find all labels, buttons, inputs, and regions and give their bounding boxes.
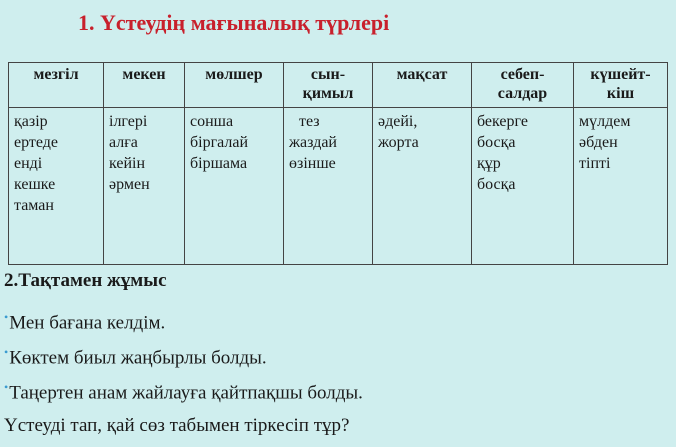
cell-word: мүлдем: [579, 113, 631, 130]
adverb-types-table: [8, 62, 668, 265]
table-row: [9, 108, 668, 265]
sentence-text: Таңертен анам жайлауға қайтпақшы болды.: [9, 382, 363, 404]
sentence-text: Мен бағана келдім.: [9, 312, 166, 334]
cell-word: сонша: [190, 113, 234, 130]
header-line: мөлшер: [205, 66, 263, 83]
header-line: кіш: [606, 85, 635, 102]
column-header: [284, 63, 373, 108]
cell-word: ертеде: [14, 134, 59, 151]
cell-word: жаздай: [289, 134, 337, 151]
cell-word: енді: [14, 155, 43, 172]
section-title: 2.Тақтамен жұмыс: [4, 270, 167, 291]
exercise-sentence: [4, 380, 363, 404]
column-header: [574, 63, 668, 108]
column-header: [472, 63, 574, 108]
sentence-text: Үстеуді тап, қай сөз табымен тіркесіп тұр?: [4, 415, 350, 436]
table-header-row: [9, 63, 668, 108]
header-line: мезгіл: [33, 66, 79, 83]
cell-word: кешке: [14, 176, 56, 193]
cell-word: босқа: [477, 176, 516, 193]
column-header: [9, 63, 104, 108]
cell-word: құр: [477, 155, 501, 172]
header-line: салдар: [497, 85, 548, 102]
cell-word: біршама: [190, 155, 248, 172]
header-line: қимыл: [302, 85, 354, 102]
question-sentence: [4, 415, 349, 437]
column-header: [104, 63, 185, 108]
cell-word: ілгері: [109, 113, 148, 130]
column-header: [373, 63, 472, 108]
sentence-text: Көктем биыл жаңбырлы болды.: [9, 347, 267, 369]
cell-word: кейін: [109, 155, 146, 172]
bullet-icon: •: [4, 310, 9, 324]
header-line: сын-: [310, 66, 346, 83]
cell-word: таман: [14, 197, 54, 214]
cell-word: тіпті: [579, 155, 611, 172]
cell-word: бекерге: [477, 113, 528, 130]
table-cell: [574, 108, 668, 265]
table-cell: [373, 108, 472, 265]
table-cell: [104, 108, 185, 265]
table-cell: [185, 108, 284, 265]
exercise-sentence: [4, 345, 267, 369]
bullet-icon: •: [4, 345, 9, 359]
cell-word: тез: [299, 113, 320, 130]
column-header: [185, 63, 284, 108]
header-line: мекен: [122, 66, 166, 83]
cell-word: алға: [109, 134, 138, 151]
cell-word: әрмен: [109, 176, 150, 193]
cell-word: біргалай: [190, 134, 249, 151]
cell-word: қазір: [14, 113, 48, 130]
table-cell: [9, 108, 104, 265]
header-line: мақсат: [396, 66, 448, 83]
exercise-sentence: [4, 310, 165, 334]
cell-word: жорта: [378, 134, 419, 151]
bullet-icon: •: [4, 380, 9, 394]
cell-word: өзінше: [289, 155, 336, 172]
table-cell: [472, 108, 574, 265]
header-line: себеп-: [500, 66, 545, 83]
cell-word: әдейі,: [378, 113, 418, 130]
page-title: 1. Үстеудің мағыналық түрлері: [78, 10, 390, 35]
cell-word: әбден: [579, 134, 618, 151]
cell-word: босқа: [477, 134, 516, 151]
header-line: күшейт-: [590, 66, 651, 83]
table-cell: [284, 108, 373, 265]
